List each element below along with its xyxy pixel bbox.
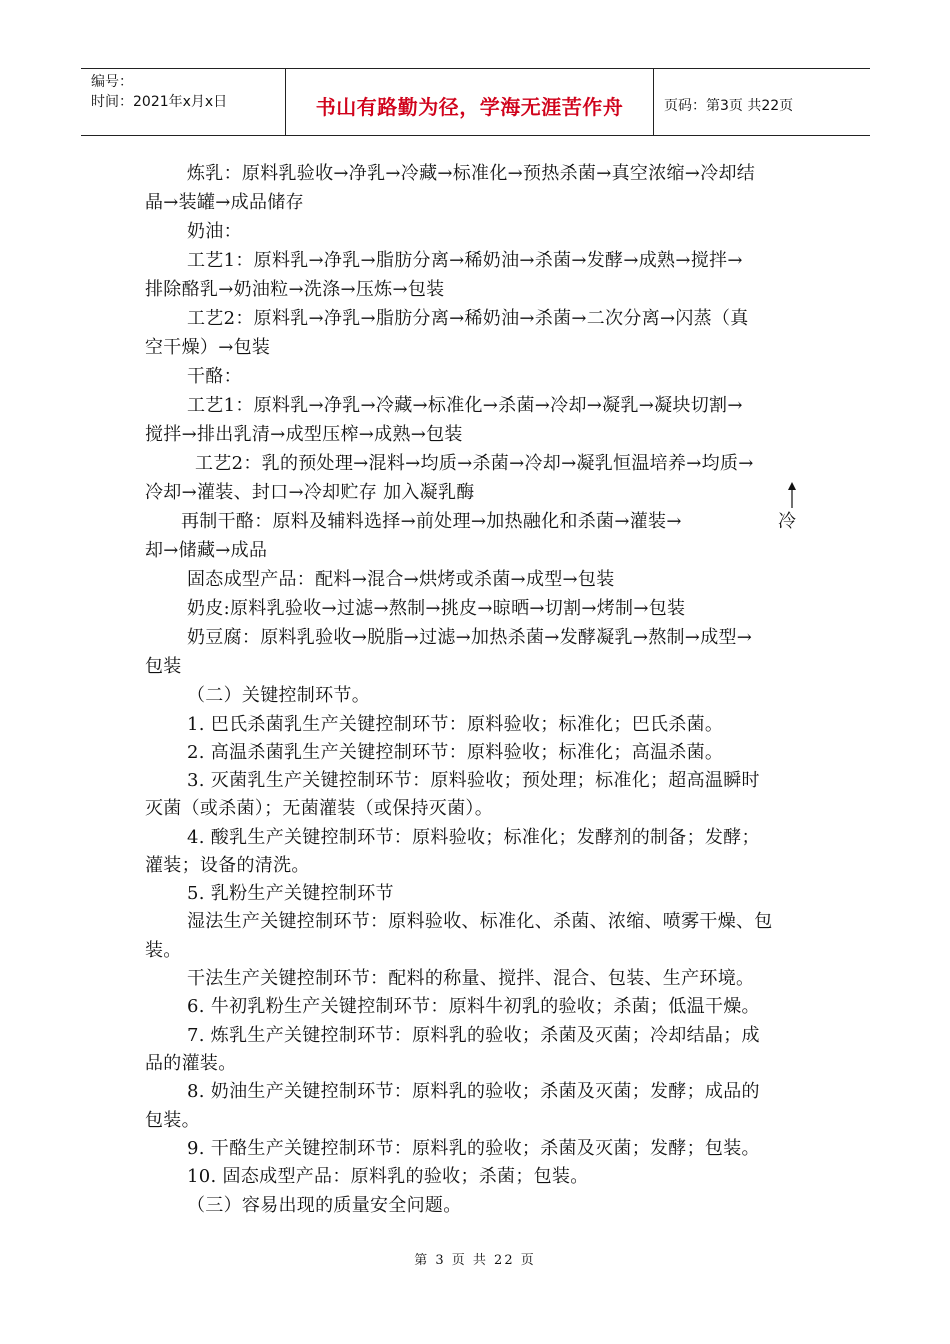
- body-line: 排除酪乳→奶油粒→洗涤→压炼→包装: [145, 279, 445, 300]
- arrow-up-icon: [786, 482, 798, 508]
- body-line: 灌装；设备的清洗。: [145, 855, 310, 876]
- body-line: 干酪：: [187, 366, 242, 387]
- body-line: 搅拌→排出乳清→成型压榨→成熟→包装: [145, 424, 463, 445]
- body-line: 包装。: [145, 1110, 200, 1131]
- body-line: 1. 巴氏杀菌乳生产关键控制环节：原料验收；标准化；巴氏杀菌。: [187, 714, 724, 735]
- section-heading: （二）关键控制环节。: [187, 685, 370, 706]
- body-line: 却→储藏→成品: [145, 540, 268, 561]
- body-line: 工艺1：原料乳→净乳→脂肪分离→稀奶油→杀菌→发酵→成熟→搅拌→: [187, 250, 743, 271]
- body-line: 工艺1：原料乳→净乳→冷藏→标准化→杀菌→冷却→凝乳→凝块切割→: [187, 395, 743, 416]
- header-motto-cell: [286, 69, 654, 135]
- page-number-label: 页码：第3页 共22页: [664, 98, 794, 114]
- body-line: 湿法生产关键控制环节：原料验收、标准化、杀菌、浓缩、喷雾干燥、包: [187, 911, 773, 932]
- body-line: 10. 固态成型产品：原料乳的验收；杀菌；包装。: [187, 1166, 589, 1187]
- body-line: 晶→装罐→成品储存: [145, 192, 304, 213]
- body-line: 固态成型产品：配料→混合→烘烤或杀菌→成型→包装: [187, 569, 615, 590]
- body-line: 奶油：: [187, 221, 242, 242]
- body-line: 再制干酪：原料及辅料选择→前处理→加热融化和杀菌→灌装→: [181, 511, 682, 532]
- section-heading: （三）容易出现的质量安全问题。: [187, 1195, 462, 1216]
- motto: 书山有路勤为径，学海无涯苦作舟: [315, 95, 624, 119]
- body-line: 冷却→灌装、封口→冷却贮存 加入凝乳酶: [145, 482, 475, 503]
- body-line: 奶豆腐：原料乳验收→脱脂→过滤→加热杀菌→发酵凝乳→熬制→成型→: [187, 627, 753, 648]
- body-line: 7. 炼乳生产关键控制环节：原料乳的验收；杀菌及灭菌；冷却结晶；成: [187, 1025, 760, 1046]
- page-footer: 第 3 页 共 22 页: [414, 1253, 536, 1268]
- body-line: 4. 酸乳生产关键控制环节：原料验收；标准化；发酵剂的制备；发酵；: [187, 827, 760, 848]
- body-line: 6. 牛初乳粉生产关键控制环节：原料牛初乳的验收；杀菌；低温干燥。: [187, 996, 760, 1017]
- body-line: 灭菌（或杀菌）；无菌灌装（或保持灭菌）。: [145, 798, 493, 819]
- body-line: 包装: [145, 656, 182, 677]
- body-line: 品的灌装。: [145, 1053, 237, 1074]
- body-line: 装。: [145, 940, 182, 961]
- body-line: 炼乳：原料乳验收→净乳→冷藏→标准化→预热杀菌→真空浓缩→冷却结: [187, 163, 756, 184]
- body-line: 冷: [778, 511, 797, 532]
- body-line: 3. 灭菌乳生产关键控制环节：原料验收；预处理；标准化；超高温瞬时: [187, 770, 760, 791]
- body-line: 干法生产关键控制环节：配料的称量、搅拌、混合、包装、生产环境。: [187, 968, 755, 989]
- date-label: 时间：2021年x月x日: [91, 94, 228, 110]
- body-line: 工艺2：原料乳→净乳→脂肪分离→稀奶油→杀菌→二次分离→闪蒸（真: [187, 308, 749, 329]
- header-page-cell: [654, 69, 870, 135]
- page-header: [81, 68, 870, 136]
- body-line: 奶皮:原料乳验收→过滤→熬制→挑皮→晾晒→切割→烤制→包装: [187, 598, 686, 619]
- body-line: 5. 乳粉生产关键控制环节: [187, 883, 394, 904]
- body-line: 8. 奶油生产关键控制环节：原料乳的验收；杀菌及灭菌；发酵；成品的: [187, 1081, 760, 1102]
- body-line: 2. 高温杀菌乳生产关键控制环节：原料验收；标准化；高温杀菌。: [187, 742, 724, 763]
- header-meta-cell: [81, 69, 286, 135]
- body-line: 9. 干酪生产关键控制环节：原料乳的验收；杀菌及灭菌；发酵；包装。: [187, 1138, 760, 1159]
- code-label: 编号：: [91, 74, 133, 90]
- body-line: 工艺2：乳的预处理→混料→均质→杀菌→冷却→凝乳恒温培养→均质→: [195, 453, 754, 474]
- body-line: 空干燥）→包装: [145, 337, 271, 358]
